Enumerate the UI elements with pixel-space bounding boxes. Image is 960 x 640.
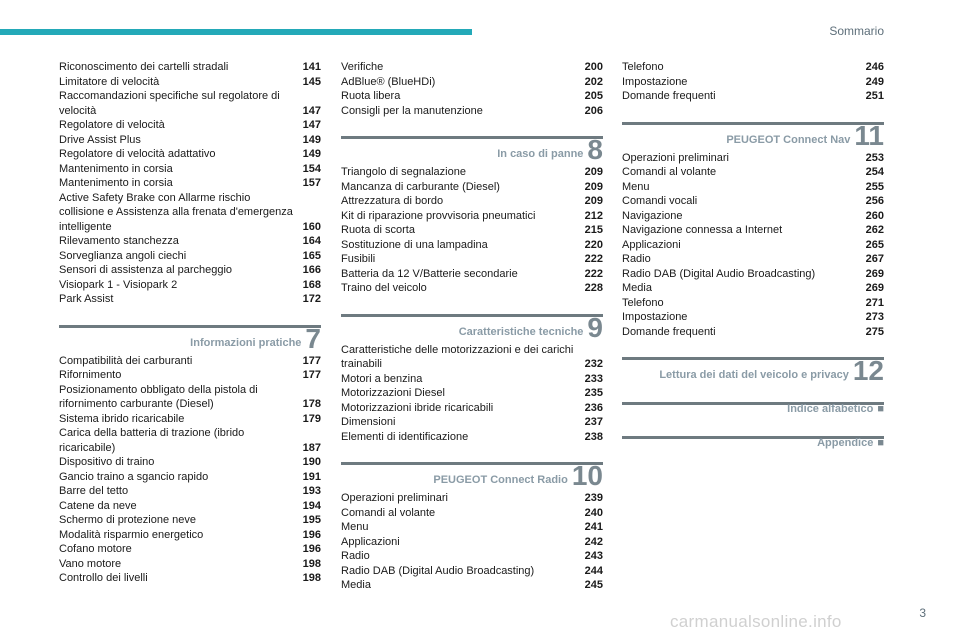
toc-entry[interactable] <box>622 223 884 238</box>
toc-entry[interactable] <box>341 520 603 535</box>
toc-entry[interactable] <box>341 549 603 564</box>
toc-entry-title: Regolatore di velocità <box>59 119 165 131</box>
toc-entry-page: 232 <box>584 358 603 370</box>
toc-entry[interactable] <box>59 118 321 133</box>
chapter-heading[interactable] <box>622 357 884 384</box>
toc-entry[interactable] <box>341 343 603 372</box>
toc-entry[interactable] <box>59 528 321 543</box>
toc-entry-page: 238 <box>584 430 603 443</box>
chapter-number: 10 <box>571 460 603 491</box>
toc-entry-page: 236 <box>584 401 603 414</box>
chapter-heading[interactable] <box>622 436 884 452</box>
toc-entry-page: 254 <box>865 166 884 178</box>
toc-entry[interactable] <box>341 372 603 387</box>
toc-entry-title: Ruota libera <box>341 90 401 102</box>
toc-entry-title: Active Safety Brake con Allarme rischio collisione e Assistenza alla frenata d'emergenza intelligente <box>59 191 293 233</box>
toc-entry[interactable] <box>341 491 603 506</box>
toc-entry-page: 177 <box>302 354 321 367</box>
chapter-heading[interactable] <box>341 462 603 489</box>
toc-entry-page: 209 <box>584 180 603 193</box>
toc-entry-page: 195 <box>302 514 321 526</box>
toc-entry-title: Impostazione <box>622 75 688 88</box>
chapter-number: 7 <box>305 322 321 354</box>
toc-entry-title: Controllo dei livelli <box>59 572 148 584</box>
toc-entry-page: 239 <box>584 492 603 504</box>
toc-entry[interactable] <box>59 60 321 75</box>
chapter-number: 8 <box>587 134 603 165</box>
toc-entry-page: 253 <box>865 151 884 164</box>
toc-entry[interactable] <box>341 75 603 90</box>
toc-entry-page: 166 <box>302 264 321 276</box>
toc-entry-page: 193 <box>302 485 321 497</box>
toc-entry-page: 222 <box>584 253 603 265</box>
toc-entry[interactable] <box>59 383 321 412</box>
toc-entry-title: Traino del veicolo <box>341 282 427 294</box>
toc-entry[interactable] <box>622 75 884 90</box>
toc-entry[interactable] <box>341 430 603 445</box>
toc-entry-page: 260 <box>865 209 884 222</box>
toc-entry-title: Menu <box>622 180 650 193</box>
toc-entry-title: Telefono <box>622 296 664 309</box>
toc-entry-title: Menu <box>341 521 369 533</box>
chapter-heading[interactable] <box>622 402 884 418</box>
chapter-title: Caratteristiche tecniche <box>458 325 584 338</box>
toc-entry-page: 194 <box>302 499 321 512</box>
toc-entry[interactable] <box>59 75 321 90</box>
toc-entry-page: 241 <box>584 521 603 533</box>
toc-entry-page: 198 <box>302 557 321 570</box>
toc-entry-page: 205 <box>584 90 603 102</box>
toc-entry-title: Applicazioni <box>341 535 400 548</box>
chapter-number: 12 <box>852 355 884 386</box>
toc-entry-page: 165 <box>302 249 321 262</box>
toc-entry-page: 249 <box>865 75 884 88</box>
toc-entry[interactable] <box>59 249 321 264</box>
toc-entry[interactable] <box>59 292 321 307</box>
toc-column-3 <box>622 60 884 454</box>
toc-entry-title: Riconoscimento dei cartelli stradali <box>59 61 229 73</box>
toc-entry-title: Sorveglianza angoli ciechi <box>59 249 187 262</box>
toc-entry-title: Barre del tetto <box>59 485 129 497</box>
toc-column-2 <box>341 60 603 593</box>
toc-entry[interactable] <box>622 310 884 325</box>
toc-entry-title: Radio DAB (Digital Audio Broadcasting) <box>341 564 535 577</box>
toc-entry-title: AdBlue® (BlueHDi) <box>341 75 436 88</box>
toc-entry-page: 269 <box>865 267 884 280</box>
toc-entry[interactable] <box>59 557 321 572</box>
toc-entry-page: 212 <box>584 209 603 222</box>
toc-entry-title: Kit di riparazione provvisoria pneumatici <box>341 209 536 222</box>
toc-entry-page: 149 <box>302 148 321 160</box>
toc-entry[interactable] <box>341 165 603 180</box>
toc-entry[interactable] <box>59 571 321 586</box>
toc-entry-page: 200 <box>584 61 603 73</box>
toc-entry-page: 245 <box>584 579 603 591</box>
toc-entry-title: Media <box>622 282 652 294</box>
toc-entry[interactable] <box>59 354 321 369</box>
toc-entry[interactable] <box>59 278 321 293</box>
toc-entry-title: Telefono <box>622 61 664 73</box>
toc-entry-page: 206 <box>584 104 603 117</box>
toc-entry-title: Sistema ibrido ricaricabile <box>59 412 185 425</box>
toc-entry-page: 235 <box>584 387 603 399</box>
toc-entry-title: Operazioni preliminari <box>341 492 448 504</box>
toc-entry-title: Caratteristiche delle motorizzazioni e dei carichi trainabili <box>341 343 574 370</box>
toc-entry-title: Rilevamento stanchezza <box>59 235 179 247</box>
toc-entry-title: Consigli per la manutenzione <box>341 104 483 117</box>
toc-entry-page: 255 <box>865 180 884 193</box>
toc-column-1 <box>59 60 321 586</box>
toc-entry[interactable] <box>59 263 321 278</box>
toc-entry[interactable] <box>622 296 884 311</box>
toc-entry[interactable] <box>622 209 884 224</box>
toc-entry[interactable] <box>59 499 321 514</box>
toc-entry-title: Gancio traino a sgancio rapido <box>59 470 209 483</box>
chapter-title: Informazioni pratiche <box>190 336 302 349</box>
toc-entry[interactable] <box>59 368 321 383</box>
chapter-heading[interactable] <box>59 322 321 354</box>
toc-entry[interactable] <box>341 60 603 75</box>
toc-entry-title: Raccomandazioni specifiche sul regolatore di velocità <box>59 90 280 117</box>
toc-entry[interactable] <box>622 267 884 282</box>
toc-entry[interactable] <box>341 578 603 593</box>
toc-entry-page: 179 <box>302 412 321 425</box>
toc-entry-title: Elementi di identificazione <box>341 430 469 443</box>
toc-entry[interactable] <box>59 513 321 528</box>
toc-entry-title: Radio <box>622 253 651 265</box>
toc-entry-page: 275 <box>865 325 884 338</box>
toc-entry-page: 246 <box>865 61 884 73</box>
toc-entry-page: 240 <box>584 506 603 519</box>
toc-entry-page: 164 <box>302 235 321 247</box>
chapter-number: 11 <box>854 119 884 151</box>
toc-entry-page: 267 <box>865 253 884 265</box>
toc-entry-title: Motorizzazioni Diesel <box>341 387 445 399</box>
toc-entry[interactable] <box>59 191 321 235</box>
toc-entry-title: Visiopark 1 - Visiopark 2 <box>59 278 178 291</box>
toc-entry-title: Navigazione connessa a Internet <box>622 224 783 236</box>
toc-entry-title: Mantenimento in corsia <box>59 162 173 175</box>
toc-entry-page: 147 <box>302 119 321 131</box>
toc-entry-title: Batteria da 12 V/Batterie secondarie <box>341 267 518 280</box>
toc-entry-page: 196 <box>302 528 321 541</box>
toc-entry[interactable] <box>341 180 603 195</box>
toc-entry-title: Ruota di scorta <box>341 224 415 236</box>
toc-entry-title: Comandi vocali <box>622 195 698 207</box>
toc-entry-title: Motori a benzina <box>341 372 423 385</box>
toc-entry-page: 237 <box>584 416 603 428</box>
toc-entry-page: 172 <box>302 293 321 305</box>
toc-entry-title: Mancanza di carburante (Diesel) <box>341 180 500 193</box>
toc-entry-page: 209 <box>584 195 603 207</box>
toc-entry[interactable] <box>341 281 603 296</box>
toc-entry[interactable] <box>622 252 884 267</box>
toc-entry[interactable] <box>622 325 884 340</box>
toc-entry-page: 196 <box>302 543 321 555</box>
toc-entry-title: Rifornimento <box>59 369 122 381</box>
toc-entry-title: Sensori di assistenza al parcheggio <box>59 264 233 276</box>
toc-entry[interactable] <box>622 151 884 166</box>
toc-entry-title: Comandi al volante <box>622 166 717 178</box>
toc-entry-title: Cofano motore <box>59 543 132 555</box>
toc-entry-title: Park Assist <box>59 293 114 305</box>
chapter-square-icon: ■ <box>877 437 884 449</box>
chapter-title: Lettura dei dati del veicolo e privacy <box>659 369 849 381</box>
toc-entry-page: 242 <box>584 535 603 548</box>
toc-entry-page: 190 <box>302 456 321 468</box>
toc-entry-title: Motorizzazioni ibride ricaricabili <box>341 401 494 414</box>
toc-entry-page: 271 <box>865 296 884 309</box>
toc-entry-page: 202 <box>584 75 603 88</box>
toc-entry-page: 177 <box>302 369 321 381</box>
chapter-title: PEUGEOT Connect Radio <box>433 474 568 486</box>
toc-entry-page: 256 <box>865 195 884 207</box>
toc-entry[interactable] <box>59 133 321 148</box>
chapter-title: Appendice <box>817 437 874 449</box>
toc-entry[interactable] <box>341 194 603 209</box>
toc-entry[interactable] <box>59 234 321 249</box>
toc-entry[interactable] <box>341 209 603 224</box>
toc-entry-title: Comandi al volante <box>341 506 436 519</box>
toc-entry[interactable] <box>622 60 884 75</box>
toc-entry-page: 273 <box>865 311 884 323</box>
toc-entry[interactable] <box>341 252 603 267</box>
toc-entry-page: 243 <box>584 550 603 562</box>
toc-entry[interactable] <box>59 412 321 427</box>
page-section-title: Sommario <box>829 24 884 38</box>
toc-entry-title: Carica della batteria di trazione (ibrido ricaricabile) <box>59 427 245 454</box>
toc-entry-title: Limitatore di velocità <box>59 75 160 88</box>
toc-entry[interactable] <box>622 238 884 253</box>
chapter-heading[interactable] <box>341 311 603 343</box>
toc-entry-title: Drive Assist Plus <box>59 133 141 146</box>
toc-entry-title: Sostituzione di una lampadina <box>341 238 488 251</box>
toc-entry-page: 233 <box>584 372 603 385</box>
toc-entry-page: 222 <box>584 267 603 280</box>
toc-entry-title: Schermo di protezione neve <box>59 514 196 526</box>
toc-entry-page: 187 <box>302 441 321 454</box>
toc-entry[interactable] <box>59 162 321 177</box>
toc-entry-title: Fusibili <box>341 253 376 265</box>
toc-entry[interactable] <box>341 89 603 104</box>
chapter-title: PEUGEOT Connect Nav <box>726 133 851 146</box>
toc-entry-title: Operazioni preliminari <box>622 151 729 164</box>
chapter-square-icon: ■ <box>877 403 884 415</box>
toc-entry[interactable] <box>622 281 884 296</box>
toc-entry[interactable] <box>341 535 603 550</box>
chapter-heading[interactable] <box>622 119 884 151</box>
toc-entry-page: 160 <box>302 220 321 233</box>
toc-entry-title: Posizionamento obbligato della pistola di rifornimento carburante (Diesel) <box>59 383 258 410</box>
toc-entry-page: 228 <box>584 282 603 294</box>
toc-entry-title: Domande frequenti <box>622 325 716 338</box>
toc-entry-page: 209 <box>584 166 603 178</box>
toc-entry-title: Dimensioni <box>341 416 396 428</box>
toc-entry-title: Compatibilità dei carburanti <box>59 354 193 367</box>
toc-entry-title: Navigazione <box>622 209 683 222</box>
toc-entry-title: Catene da neve <box>59 499 137 512</box>
toc-entry-title: Vano motore <box>59 557 122 570</box>
toc-entry-page: 141 <box>302 61 321 73</box>
toc-entry[interactable] <box>59 426 321 455</box>
toc-entry[interactable] <box>341 267 603 282</box>
toc-entry-page: 178 <box>302 398 321 410</box>
toc-entry[interactable] <box>59 542 321 557</box>
toc-entry-title: Impostazione <box>622 311 688 323</box>
chapter-title: Indice alfabetico <box>787 403 874 415</box>
toc-entry[interactable] <box>341 238 603 253</box>
toc-entry[interactable] <box>341 386 603 401</box>
toc-entry-title: Mantenimento in corsia <box>59 177 173 189</box>
toc-entry-page: 265 <box>865 238 884 251</box>
toc-entry[interactable] <box>622 194 884 209</box>
toc-entry-page: 215 <box>584 224 603 236</box>
toc-entry-title: Domande frequenti <box>622 90 716 102</box>
toc-entry[interactable] <box>622 180 884 195</box>
toc-entry-page: 251 <box>865 90 884 102</box>
toc-entry-title: Triangolo di segnalazione <box>341 166 466 178</box>
toc-entry-page: 244 <box>584 564 603 577</box>
toc-entry[interactable] <box>59 470 321 485</box>
toc-entry-title: Radio <box>341 550 370 562</box>
toc-entry-title: Dispositivo di traino <box>59 456 155 468</box>
toc-entry[interactable] <box>341 223 603 238</box>
toc-entry[interactable] <box>341 401 603 416</box>
toc-entry[interactable] <box>622 89 884 104</box>
toc-entry-title: Regolatore di velocità adattativo <box>59 148 216 160</box>
toc-entry-title: Media <box>341 579 371 591</box>
toc-entry-page: 191 <box>302 470 321 483</box>
toc-entry[interactable] <box>59 484 321 499</box>
toc-entry-page: 262 <box>865 224 884 236</box>
toc-entry-page: 168 <box>302 278 321 291</box>
toc-entry-page: 149 <box>302 133 321 146</box>
toc-entry-page: 269 <box>865 282 884 294</box>
header-accent-bar <box>0 29 472 35</box>
toc-entry[interactable] <box>59 147 321 162</box>
watermark: carmanualsonline.info <box>670 612 842 631</box>
toc-entry[interactable] <box>59 455 321 470</box>
toc-entry[interactable] <box>341 564 603 579</box>
chapter-heading[interactable] <box>341 136 603 163</box>
toc-entry[interactable] <box>341 415 603 430</box>
toc-entry[interactable] <box>59 176 321 191</box>
toc-entry-title: Modalità risparmio energetico <box>59 528 204 541</box>
toc-entry[interactable] <box>622 165 884 180</box>
toc-entry-page: 145 <box>302 75 321 88</box>
toc-entry[interactable] <box>59 89 321 118</box>
toc-entry-title: Verifiche <box>341 61 384 73</box>
toc-entry-page: 147 <box>302 104 321 117</box>
toc-entry[interactable] <box>341 104 603 119</box>
toc-entry-page: 157 <box>302 177 321 189</box>
toc-entry-page: 220 <box>584 238 603 251</box>
toc-entry-title: Radio DAB (Digital Audio Broadcasting) <box>622 267 816 280</box>
toc-entry-title: Attrezzatura di bordo <box>341 195 444 207</box>
toc-entry-title: Applicazioni <box>622 238 681 251</box>
toc-entry-page: 154 <box>302 162 321 175</box>
chapter-title: In caso di panne <box>497 148 584 160</box>
toc-entry-page: 198 <box>302 572 321 584</box>
toc-entry[interactable] <box>341 506 603 521</box>
chapter-number: 9 <box>587 311 603 343</box>
page-number: 3 <box>919 606 926 620</box>
